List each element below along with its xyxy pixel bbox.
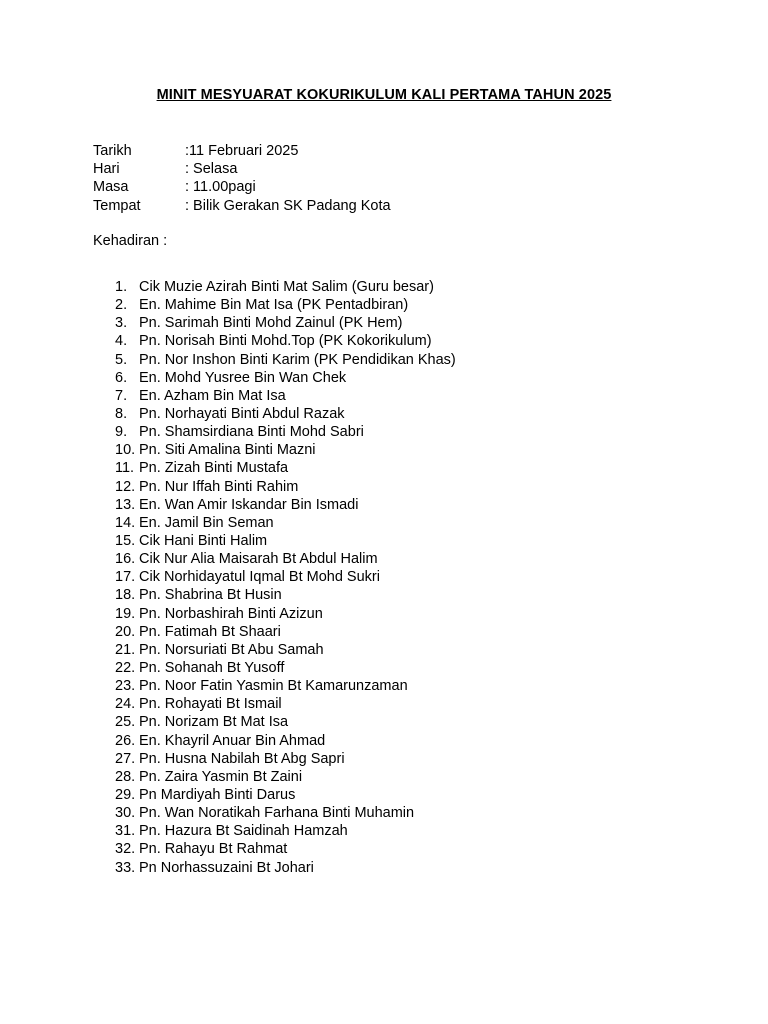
list-item-number: 29. xyxy=(115,786,136,803)
list-item-number: 3. xyxy=(115,315,128,332)
attendee-name: Pn. Fatimah Bt Shaari xyxy=(139,623,281,640)
detail-row-day xyxy=(93,160,391,178)
attendee-name: En. Wan Amir Iskandar Bin Ismadi xyxy=(139,496,359,513)
attendee-name: En. Mohd Yusree Bin Wan Chek xyxy=(139,369,347,386)
attendee-name: Pn. Shabrina Bt Husin xyxy=(139,587,282,604)
list-item xyxy=(115,713,456,731)
detail-row-place xyxy=(93,197,391,215)
attendee-name: Pn. Zizah Binti Mustafa xyxy=(139,460,289,477)
list-item xyxy=(115,768,456,786)
list-item xyxy=(115,351,456,369)
list-item xyxy=(115,586,456,604)
list-item xyxy=(115,623,456,641)
detail-value: : Bilik Gerakan SK Padang Kota xyxy=(185,197,391,214)
list-item xyxy=(115,496,456,514)
attendee-name: Pn. Rohayati Bt Ismail xyxy=(139,696,282,713)
attendee-name: Pn. Norbashirah Binti Azizun xyxy=(139,605,323,622)
attendee-name: Pn. Sarimah Binti Mohd Zainul (PK Hem) xyxy=(139,315,403,332)
list-item xyxy=(115,405,456,423)
list-item xyxy=(115,677,456,695)
detail-row-time xyxy=(93,178,391,196)
attendee-name: Cik Nur Alia Maisarah Bt Abdul Halim xyxy=(139,551,378,568)
list-item-number: 13. xyxy=(115,496,136,513)
detail-row-date xyxy=(93,142,391,160)
list-item-number: 7. xyxy=(115,387,128,404)
list-item xyxy=(115,568,456,586)
attendee-name: En. Mahime Bin Mat Isa (PK Pentadbiran) xyxy=(139,297,409,314)
attendee-name: Pn. Norisah Binti Mohd.Top (PK Kokorikulum) xyxy=(139,333,432,350)
meeting-details xyxy=(93,142,391,215)
attendee-name: Pn. Sohanah Bt Yusoff xyxy=(139,659,285,676)
attendee-name: Pn. Husna Nabilah Bt Abg Sapri xyxy=(139,750,345,767)
attendee-name: Pn. Shamsirdiana Binti Mohd Sabri xyxy=(139,424,364,441)
detail-value: : Selasa xyxy=(185,161,238,178)
attendee-name: Pn. Rahayu Bt Rahmat xyxy=(139,841,288,858)
attendee-name: Pn. Siti Amalina Binti Mazni xyxy=(139,442,316,459)
list-item xyxy=(115,423,456,441)
list-item-number: 23. xyxy=(115,678,136,695)
list-item xyxy=(115,296,456,314)
attendee-name: Pn Mardiyah Binti Darus xyxy=(139,786,296,803)
list-item-number: 15. xyxy=(115,532,136,549)
list-item xyxy=(115,695,456,713)
list-item xyxy=(115,550,456,568)
attendee-name: Cik Hani Binti Halim xyxy=(139,532,268,549)
attendee-name: Pn. Norizam Bt Mat Isa xyxy=(139,714,289,731)
list-item-number: 25. xyxy=(115,714,136,731)
attendee-name: Pn. Zaira Yasmin Bt Zaini xyxy=(139,768,303,785)
list-item-number: 19. xyxy=(115,605,136,622)
list-item xyxy=(115,278,456,296)
list-item-number: 27. xyxy=(115,750,136,767)
list-item-number: 9. xyxy=(115,424,128,441)
list-item-number: 17. xyxy=(115,569,136,586)
list-item-number: 14. xyxy=(115,514,136,531)
list-item-number: 21. xyxy=(115,641,136,658)
detail-label: Hari xyxy=(93,161,120,178)
list-item xyxy=(115,514,456,532)
attendee-name: Pn. Nor Inshon Binti Karim (PK Pendidikan Khas) xyxy=(139,351,456,368)
list-item-number: 8. xyxy=(115,405,128,422)
list-item xyxy=(115,750,456,768)
list-item-number: 6. xyxy=(115,369,128,386)
detail-label: Tempat xyxy=(93,197,141,214)
attendee-name: Pn. Hazura Bt Saidinah Hamzah xyxy=(139,823,348,840)
list-item-number: 2. xyxy=(115,297,128,314)
list-item xyxy=(115,859,456,877)
list-item xyxy=(115,641,456,659)
list-item xyxy=(115,659,456,677)
list-item-number: 5. xyxy=(115,351,128,368)
list-item-number: 30. xyxy=(115,805,136,822)
detail-label: Masa xyxy=(93,179,129,196)
list-item xyxy=(115,732,456,750)
list-item xyxy=(115,786,456,804)
list-item xyxy=(115,314,456,332)
list-item xyxy=(115,840,456,858)
attendee-name: Pn. Norsuriati Bt Abu Samah xyxy=(139,641,324,658)
list-item-number: 4. xyxy=(115,333,128,350)
list-item-number: 26. xyxy=(115,732,136,749)
detail-label: Tarikh xyxy=(93,143,132,159)
list-item xyxy=(115,804,456,822)
list-item-number: 12. xyxy=(115,478,136,495)
list-item-number: 24. xyxy=(115,696,136,713)
list-item xyxy=(115,532,456,550)
list-item xyxy=(115,605,456,623)
list-item-number: 10. xyxy=(115,442,136,459)
list-item xyxy=(115,369,456,387)
list-item xyxy=(115,822,456,840)
attendee-name: Pn. Noor Fatin Yasmin Bt Kamarunzaman xyxy=(139,678,408,695)
list-item xyxy=(115,332,456,350)
attendee-name: Pn. Nur Iffah Binti Rahim xyxy=(139,478,299,495)
list-item-number: 22. xyxy=(115,659,136,676)
list-item xyxy=(115,387,456,405)
attendee-name: Pn Norhassuzaini Bt Johari xyxy=(139,859,314,876)
list-item-number: 11. xyxy=(115,460,135,477)
attendee-list xyxy=(115,278,456,877)
list-item-number: 1. xyxy=(115,279,128,295)
attendance-heading: Kehadiran : xyxy=(93,233,168,249)
list-item-number: 28. xyxy=(115,768,136,785)
list-item-number: 18. xyxy=(115,587,136,604)
attendee-name: En. Azham Bin Mat Isa xyxy=(139,387,286,404)
attendee-name: Pn. Norhayati Binti Abdul Razak xyxy=(139,405,345,422)
list-item xyxy=(115,459,456,477)
list-item xyxy=(115,478,456,496)
attendee-name: Cik Norhidayatul Iqmal Bt Mohd Sukri xyxy=(139,569,380,586)
attendee-name: Cik Muzie Azirah Binti Mat Salim (Guru besar) xyxy=(139,279,434,295)
attendee-name: Pn. Wan Noratikah Farhana Binti Muhamin xyxy=(139,805,415,822)
list-item-number: 31. xyxy=(115,823,136,840)
document-title: MINIT MESYUARAT KOKURIKULUM KALI PERTAMA TAHUN 2025 xyxy=(156,87,612,103)
attendee-name: En. Khayril Anuar Bin Ahmad xyxy=(139,732,326,749)
list-item xyxy=(115,441,456,459)
list-item-number: 16. xyxy=(115,551,136,568)
attendee-name: En. Jamil Bin Seman xyxy=(139,514,274,531)
list-item-number: 33. xyxy=(115,859,136,876)
detail-value: :11 Februari 2025 xyxy=(185,143,299,159)
list-item-number: 32. xyxy=(115,841,136,858)
detail-value: : 11.00pagi xyxy=(185,179,256,196)
list-item-number: 20. xyxy=(115,623,136,640)
